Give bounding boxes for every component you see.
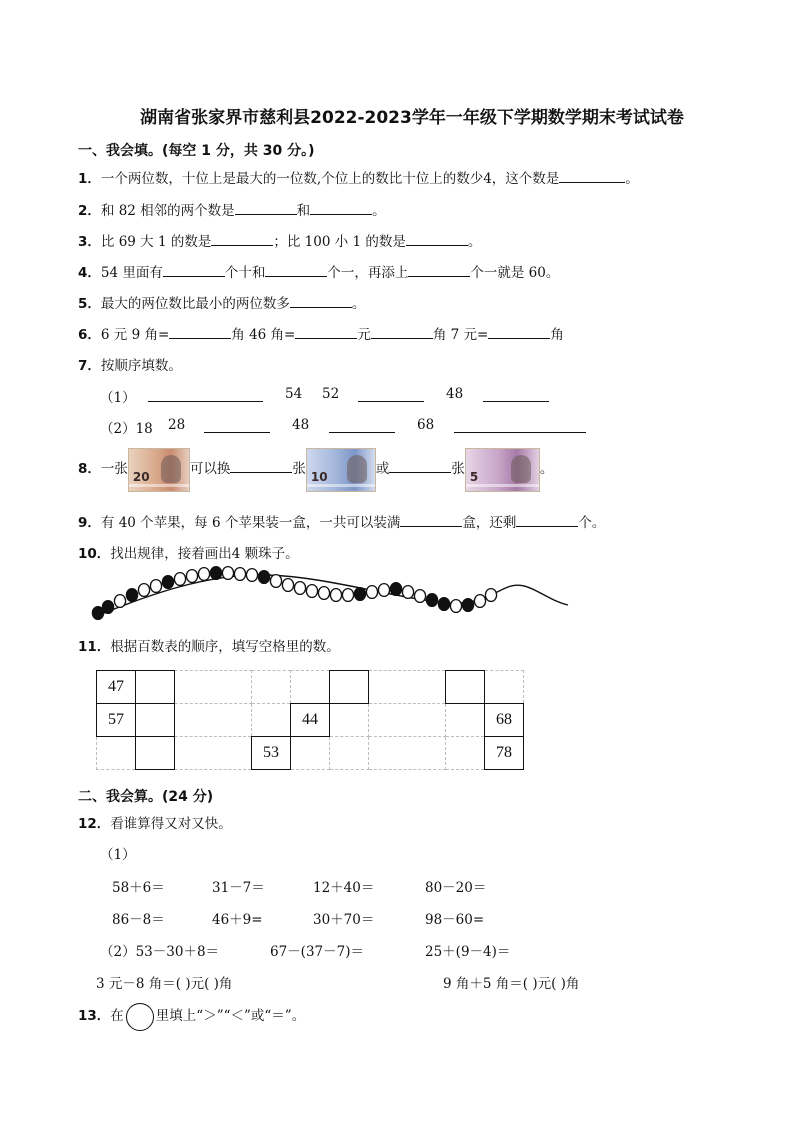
banknote-value: 5	[469, 469, 479, 484]
white-bead	[402, 586, 413, 599]
question-text: 盒，还剩	[462, 515, 517, 531]
question-6	[78, 323, 564, 343]
question-text: 可以换	[189, 461, 231, 477]
sequence-1-label: （1）	[100, 390, 136, 406]
answer-blank[interactable]	[488, 326, 550, 339]
question-11	[78, 635, 340, 655]
question-9	[78, 511, 605, 531]
question-text: 个一，再添上	[327, 265, 409, 281]
grid-cell: 68	[485, 704, 524, 737]
calc-item: （2）53－30＋8＝	[100, 944, 220, 960]
question-5	[78, 292, 365, 312]
white-bead	[474, 595, 485, 608]
question-text: 和	[296, 203, 311, 219]
question-number: 8．	[78, 461, 101, 477]
calc-item: 30＋70＝	[313, 912, 375, 928]
question-number: 10．	[78, 546, 111, 562]
question-2	[78, 199, 386, 219]
white-bead	[330, 589, 341, 602]
question-text: 角 46 角=	[231, 327, 296, 343]
answer-blank[interactable]	[290, 295, 352, 308]
question-text: 张	[292, 461, 306, 477]
calc-item: 58＋6＝	[112, 880, 165, 896]
white-bead	[282, 579, 293, 592]
answer-blank[interactable]	[516, 514, 578, 527]
calc-item: 9 角＋5 角＝( )元( )角	[443, 976, 580, 992]
question-13	[78, 1002, 305, 1031]
answer-blank[interactable]	[295, 326, 357, 339]
question-text: 角	[550, 327, 564, 343]
sequence-1-blank-3[interactable]	[483, 401, 549, 402]
banknote-5-yuan-image	[465, 448, 540, 492]
page-title: 湖南省张家界市慈利县2022-2023学年一年级下学期数学期末考试试卷	[140, 108, 684, 128]
question-1	[78, 167, 639, 187]
question-number: 2．	[78, 203, 101, 219]
question-number: 1．	[78, 171, 101, 187]
question-number: 11．	[78, 639, 111, 655]
calc-item: 80－20＝	[425, 880, 487, 896]
grid-cell	[175, 704, 252, 737]
white-bead	[450, 600, 461, 613]
question-3	[78, 230, 481, 250]
grid-cell	[252, 704, 291, 737]
white-bead	[485, 589, 496, 602]
sequence-1-number: 48	[446, 386, 464, 402]
banknote-value: 20	[132, 469, 150, 484]
white-bead	[234, 568, 245, 581]
answer-blank[interactable]	[163, 264, 225, 277]
grid-cell	[97, 737, 136, 770]
question-number: 6．	[78, 327, 101, 343]
black-bead	[438, 598, 449, 611]
bead-string-image	[88, 565, 573, 625]
white-bead	[294, 582, 305, 595]
question-text: 和 82 相邻的两个数是	[100, 203, 235, 219]
grid-cell	[369, 737, 446, 770]
calc-item: 46＋9=	[212, 912, 263, 928]
answer-blank[interactable]	[406, 233, 468, 246]
banknote-20-yuan-image	[128, 448, 190, 492]
answer-blank[interactable]	[211, 233, 273, 246]
question-text-end: 。	[625, 171, 639, 187]
grid-cell	[252, 671, 291, 704]
question-text: 根据百数表的顺序，填写空格里的数。	[110, 639, 340, 655]
question-number: 13．	[78, 1008, 111, 1024]
answer-blank[interactable]	[389, 460, 451, 473]
question-4	[78, 261, 559, 281]
grid-cell	[446, 737, 485, 770]
question-text: 个一就是 60。	[470, 265, 560, 281]
white-bead	[318, 587, 329, 600]
sequence-2-number: 68	[417, 417, 435, 433]
question-12	[78, 812, 232, 832]
white-bead	[246, 569, 257, 582]
answer-blank[interactable]	[400, 514, 462, 527]
question-7	[78, 354, 182, 374]
question-number: 3．	[78, 234, 101, 250]
question-number: 9．	[78, 515, 101, 531]
hundred-chart-grid	[96, 670, 524, 770]
white-bead	[306, 585, 317, 598]
grid-blank-cell[interactable]	[446, 671, 485, 704]
question-text: 看谁算得又对又快。	[110, 816, 232, 832]
answer-blank[interactable]	[559, 170, 625, 183]
section-2-heading: 二、我会算。(24 分)	[78, 789, 214, 805]
sequence-2-blank-2[interactable]	[329, 432, 395, 433]
banknote-10-yuan-image	[306, 448, 376, 492]
part-1-label: （1）	[100, 847, 136, 863]
question-text: 有 40 个苹果，每 6 个苹果装一盒，一共可以装满	[100, 515, 401, 531]
grid-cell: 47	[97, 671, 136, 704]
white-bead	[270, 575, 281, 588]
white-bead	[198, 568, 209, 581]
question-text: 里填上“＞”“＜”或“＝”。	[155, 1008, 306, 1024]
black-bead	[126, 589, 137, 602]
question-text: 按顺序填数。	[100, 358, 182, 374]
white-bead	[138, 584, 149, 597]
black-bead	[426, 594, 437, 607]
white-bead	[150, 580, 161, 593]
white-bead	[174, 573, 185, 586]
black-bead	[462, 599, 473, 612]
grid-blank-cell[interactable]	[136, 671, 175, 704]
question-text: ；比 100 小 1 的数是	[273, 234, 406, 250]
sequence-2-label: （2）18	[100, 421, 153, 437]
sequence-1-number: 52	[322, 386, 340, 402]
question-text-end: 。	[351, 296, 366, 312]
calc-item: 31－7＝	[212, 880, 265, 896]
grid-blank-cell[interactable]	[330, 671, 369, 704]
grid-cell: 53	[252, 737, 291, 770]
black-bead	[390, 583, 401, 596]
grid-cell	[485, 671, 524, 704]
question-number: 12．	[78, 816, 111, 832]
calc-item: 25＋(9－4)＝	[425, 944, 511, 960]
grid-cell	[291, 671, 330, 704]
question-text: 比 69 大 1 的数是	[100, 234, 212, 250]
calc-item: 98－60=	[425, 912, 485, 928]
sequence-2-blank-1[interactable]	[204, 432, 270, 433]
white-bead	[414, 590, 425, 603]
white-bead	[366, 586, 377, 599]
question-text: 在	[110, 1008, 124, 1024]
grid-cell	[369, 671, 446, 704]
question-number: 5．	[78, 296, 101, 312]
black-bead	[258, 571, 269, 584]
question-text: 一张	[100, 461, 128, 477]
question-text: 找出规律，接着画出4 颗珠子。	[110, 546, 299, 562]
question-text: 元	[357, 327, 371, 343]
question-text: 张	[451, 461, 465, 477]
question-text: 6 元 9 角=	[100, 327, 170, 343]
answer-blank[interactable]	[371, 326, 433, 339]
calc-item: 86－8＝	[112, 912, 165, 928]
sequence-2-number: 48	[292, 417, 310, 433]
white-bead	[114, 595, 125, 608]
question-text-end: 。	[372, 203, 386, 219]
black-bead	[102, 601, 113, 614]
answer-blank[interactable]	[235, 202, 297, 215]
answer-blank[interactable]	[230, 460, 292, 473]
question-10	[78, 542, 299, 562]
sequence-1-number: 54	[285, 386, 303, 402]
grid-cell	[330, 704, 369, 737]
calc-item: 12＋40＝	[313, 880, 375, 896]
grid-cell	[446, 704, 485, 737]
black-bead	[210, 567, 221, 580]
question-text-end: 个。	[578, 515, 606, 531]
answer-blank[interactable]	[408, 264, 470, 277]
question-text: 或	[375, 461, 390, 477]
question-text-end: 。	[539, 461, 554, 477]
grid-cell	[175, 737, 252, 770]
sequence-2-blank-3[interactable]	[454, 432, 586, 433]
answer-blank[interactable]	[169, 326, 231, 339]
circle-shape	[126, 1003, 154, 1031]
question-text: 最大的两位数比最小的两位数多	[100, 296, 290, 312]
white-bead	[222, 567, 233, 580]
grid-cell	[330, 737, 369, 770]
grid-cell: 44	[291, 704, 330, 737]
question-text: 54 里面有	[100, 265, 163, 281]
answer-blank[interactable]	[310, 202, 372, 215]
grid-cell: 57	[97, 704, 136, 737]
sequence-2-number: 28	[168, 417, 186, 433]
question-text: 一个两位数，十位上是最大的一位数,个位上的数比十位上的数少4，这个数是	[100, 171, 560, 187]
grid-blank-cell[interactable]	[136, 737, 175, 770]
question-number: 4．	[78, 265, 101, 281]
white-bead	[342, 589, 353, 602]
black-bead	[162, 576, 173, 589]
black-bead	[354, 588, 365, 601]
question-text: 角 7 元=	[432, 327, 489, 343]
grid-cell: 78	[485, 737, 524, 770]
grid-blank-cell[interactable]	[136, 704, 175, 737]
answer-blank[interactable]	[265, 264, 327, 277]
sequence-1-blank-1[interactable]	[148, 401, 263, 402]
white-bead	[186, 570, 197, 583]
banknote-value: 10	[310, 469, 328, 484]
white-bead	[378, 584, 389, 597]
section-1-heading: 一、我会填。(每空 1 分，共 30 分。)	[78, 143, 315, 159]
grid-cell	[175, 671, 252, 704]
calc-item: 67－(37－7)＝	[270, 944, 364, 960]
question-number: 7．	[78, 358, 101, 374]
grid-cell	[291, 737, 330, 770]
sequence-1-blank-2[interactable]	[358, 401, 424, 402]
question-8	[78, 447, 553, 492]
grid-cell	[369, 704, 446, 737]
question-text: 个十和	[224, 265, 266, 281]
question-text-end: 。	[467, 234, 482, 250]
calc-item: 3 元－8 角＝( )元( )角	[96, 976, 233, 992]
